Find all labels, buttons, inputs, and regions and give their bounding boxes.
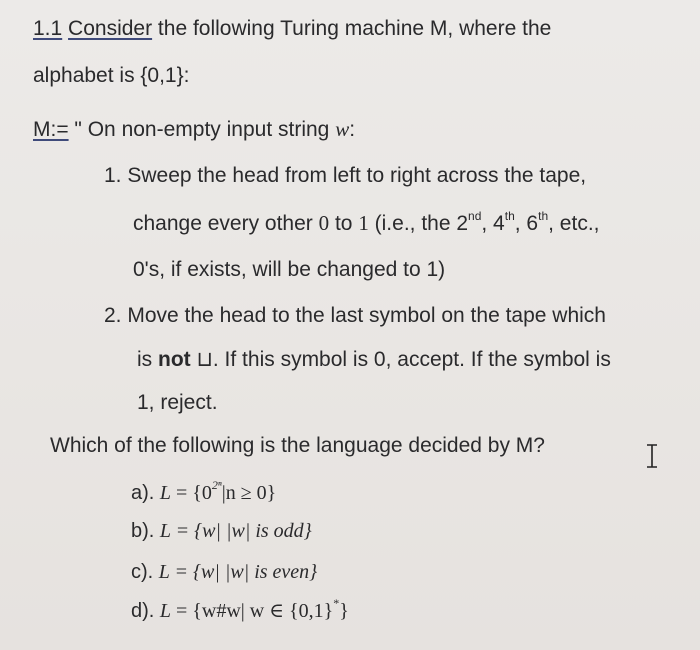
problem-header xyxy=(33,16,551,42)
step-1-line2-b: (i.e., the 2 xyxy=(368,212,469,235)
step-1-sep1: , 4 xyxy=(481,212,505,235)
step-2-line2-a: is xyxy=(137,348,158,371)
problem-number: 1.1 xyxy=(33,17,63,40)
option-c-label: c). xyxy=(131,561,154,583)
step-1-number: 1. xyxy=(104,164,122,187)
step-2-line2-b: ⊔. If this symbol is 0, accept. If the symbol is xyxy=(190,348,611,371)
step-2-text: Move the head to the last symbol on the tape which xyxy=(127,304,606,327)
option-b-label: b). xyxy=(131,520,155,542)
option-a-exponent: 2ⁿ xyxy=(211,478,222,493)
option-a-rest: |n ≥ 0} xyxy=(221,482,277,504)
problem-intro-line2: alphabet is {0,1}: xyxy=(33,64,190,87)
option-d-label: d). xyxy=(131,600,155,622)
step-1-line2-c: , etc., xyxy=(548,212,600,235)
machine-text: " On non-empty input string xyxy=(68,118,336,141)
step-1-sep2: , 6 xyxy=(514,212,539,235)
text-cursor-icon xyxy=(644,443,660,469)
option-c-lhs: L xyxy=(158,561,170,583)
option-d-star: * xyxy=(333,596,340,611)
step-2-line3: 1, reject. xyxy=(137,391,218,414)
option-a[interactable] xyxy=(131,480,276,506)
step-1-zero: 0 xyxy=(318,211,330,235)
machine-definition xyxy=(33,116,355,143)
step-1-to: to xyxy=(329,212,359,235)
step-1-sup-th1: th xyxy=(504,209,515,223)
option-c[interactable] xyxy=(131,559,317,585)
problem-intro-consider: Consider xyxy=(68,17,153,40)
step-2-number: 2. xyxy=(104,304,122,327)
question-text: Which of the following is the language decided by M? xyxy=(50,434,545,457)
step-1-text: Sweep the head from left to right across the tape, xyxy=(127,164,587,187)
step-1-line2-a: change every other xyxy=(133,212,319,235)
step-1-one: 1 xyxy=(358,211,369,235)
step-2-line1 xyxy=(104,303,606,329)
option-d-rest: } xyxy=(339,600,349,622)
option-b-eq: = {w| |w| is odd} xyxy=(170,520,312,542)
step-1-sup-nd: nd xyxy=(468,209,482,223)
option-c-eq: = {w| |w| is even} xyxy=(169,561,318,583)
problem-intro: the following Turing machine M, where the xyxy=(152,17,552,40)
option-b[interactable] xyxy=(131,518,312,544)
machine-colon: : xyxy=(349,118,356,141)
option-a-label: a). xyxy=(131,482,155,504)
machine-label: M:= xyxy=(33,118,69,141)
step-2-not: not xyxy=(158,348,191,371)
option-d[interactable] xyxy=(131,598,349,624)
option-b-lhs: L xyxy=(159,520,171,542)
step-1-line2 xyxy=(133,210,600,237)
step-1-sup-th2: th xyxy=(538,209,549,223)
option-a-lhs: L xyxy=(159,482,172,504)
option-d-lhs: L xyxy=(159,600,172,622)
step-2-line2 xyxy=(137,347,611,373)
option-d-eq: = {w#w| w ∈ {0,1} xyxy=(171,600,334,622)
option-a-eq: = {0 xyxy=(171,482,212,504)
step-1-line3: 0's, if exists, will be changed to 1) xyxy=(133,258,446,281)
step-1-line1 xyxy=(104,163,586,189)
machine-variable: w xyxy=(335,117,350,141)
